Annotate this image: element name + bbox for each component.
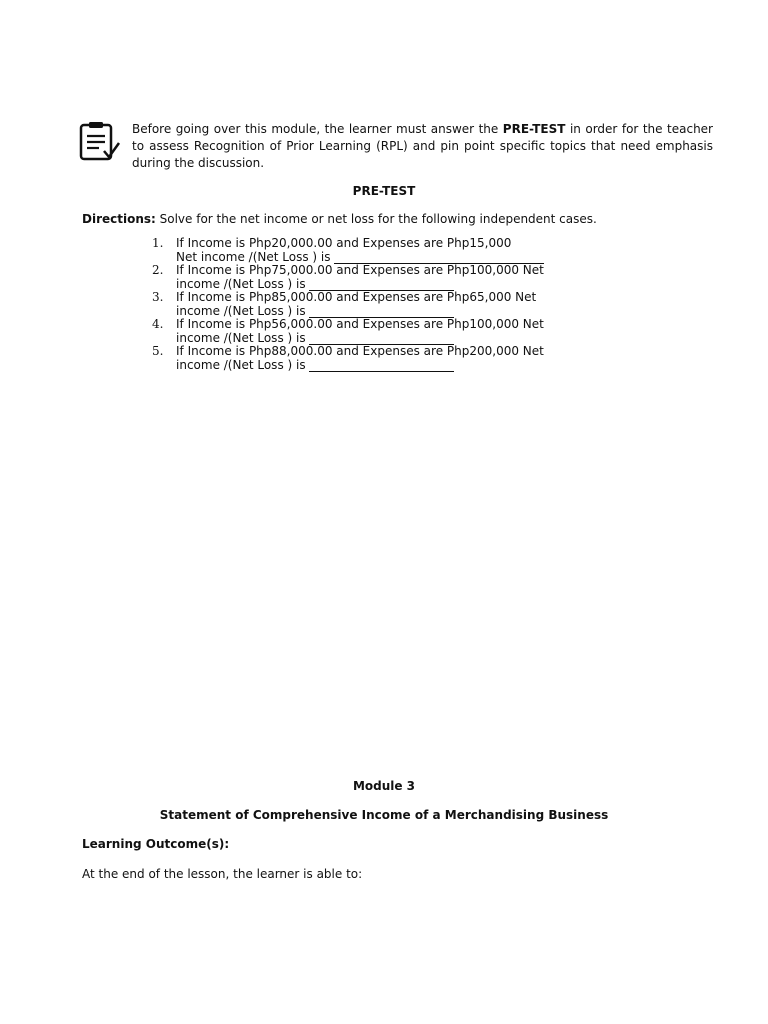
question-text: If Income is Php75,000.00 and Expenses are Php100,000 Net <box>176 263 544 277</box>
question-text: If Income is Php56,000.00 and Expenses are Php100,000 Net <box>176 317 544 331</box>
question-number: 2. <box>152 263 164 277</box>
intro-pretest-bold: PRE-TEST <box>502 122 566 136</box>
learning-outcomes-heading: Learning Outcome(s): <box>82 837 230 851</box>
intro-after: in order for the teacher to assess Recognition of Prior Learning (RPL) and pin point specific topics that need emphasis during the discussion. <box>132 122 713 170</box>
question-text: If Income is Php85,000.00 and Expenses are Php65,000 Net <box>176 290 537 304</box>
question-answer-line <box>176 251 544 265</box>
question-number: 1. <box>152 236 164 250</box>
question-answer-line <box>176 332 454 346</box>
question-answer-line <box>176 359 454 373</box>
question-text: If Income is Php88,000.00 and Expenses are Php200,000 Net <box>176 344 544 358</box>
answer-blank[interactable] <box>309 360 454 372</box>
intro-paragraph <box>132 121 713 172</box>
answer-prompt: income /(Net Loss ) is <box>176 357 310 372</box>
question-text: If Income is Php20,000.00 and Expenses are Php15,000 <box>176 236 512 250</box>
module-title: Module 3 <box>352 779 416 793</box>
module-subtitle: Statement of Comprehensive Income of a Merchandising Business <box>159 808 609 822</box>
clipboard-check-icon <box>78 121 122 163</box>
directions-text: Solve for the net income or net loss for the following independent cases. <box>155 212 597 226</box>
end-of-lesson-text: At the end of the lesson, the learner is able to: <box>82 867 363 881</box>
directions <box>82 212 597 226</box>
pretest-title: PRE-TEST <box>352 184 416 198</box>
question-answer-line <box>176 305 454 319</box>
directions-label: Directions: <box>82 212 156 226</box>
question-number: 3. <box>152 290 164 304</box>
answer-prompt: income /(Net Loss ) is <box>176 330 310 345</box>
question-answer-line <box>176 278 454 292</box>
question-number: 4. <box>152 317 164 331</box>
question-number: 5. <box>152 344 164 358</box>
answer-prompt: Net income /(Net Loss ) is <box>176 249 335 264</box>
answer-prompt: income /(Net Loss ) is <box>176 303 310 318</box>
answer-prompt: income /(Net Loss ) is <box>176 276 310 291</box>
intro-before: Before going over this module, the learner must answer the <box>132 122 503 136</box>
